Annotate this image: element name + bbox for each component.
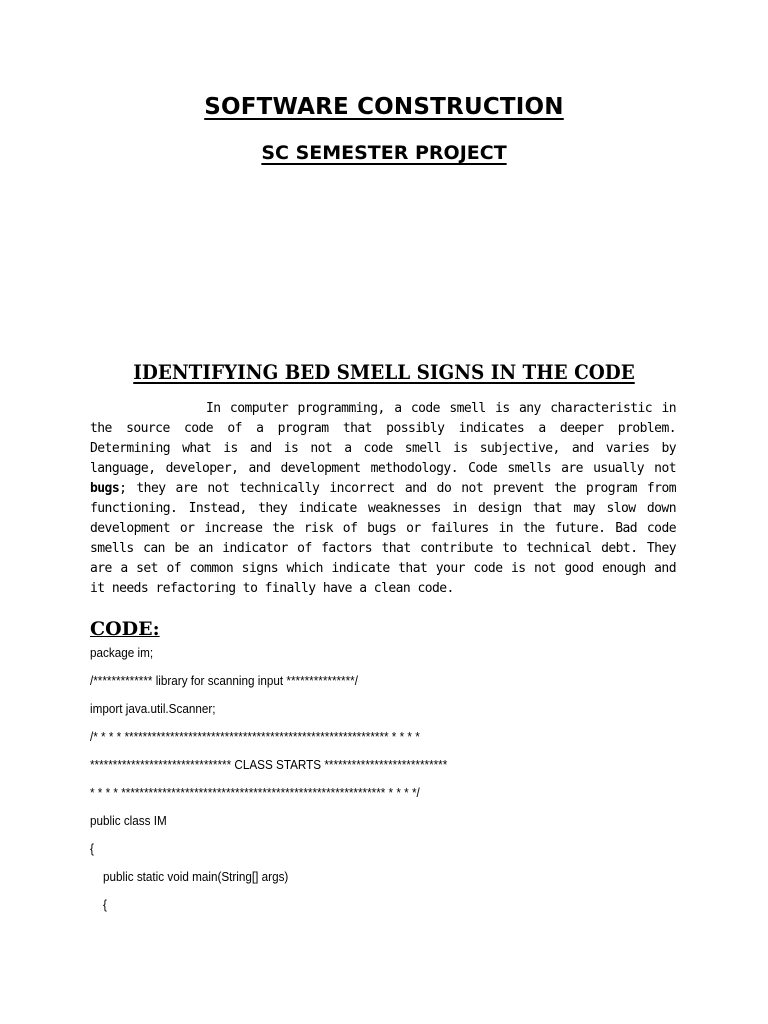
document-title: SOFTWARE CONSTRUCTION: [204, 94, 564, 120]
code-line: {: [90, 897, 107, 912]
code-line: public static void main(String[] args): [90, 869, 289, 884]
intro-paragraph: [90, 399, 676, 599]
code-line: package im;: [90, 645, 154, 660]
code-line: * * * * ********************************************************** * * * */: [90, 785, 420, 800]
document-subtitle: SC SEMESTER PROJECT: [261, 142, 507, 164]
section-heading: IDENTIFYING BED SMELL SIGNS IN THE CODE: [133, 360, 635, 384]
code-line: /************* library for scanning input ***************/: [90, 673, 358, 688]
intro-text-end: ; they are not technically incorrect and do not prevent the program from functioning. Instead, they indicate weaknesses in design that may slow down development or increase the risk of bugs or failures in the future. Bad code smells can be an indicator of factors that contribute to technical debt. They are a set of common signs which indicate that your code is not good enough and it needs refactoring to finally have a clean code.: [90, 481, 676, 596]
code-heading: CODE:: [90, 618, 160, 640]
code-line: import java.util.Scanner;: [90, 701, 216, 716]
code-line: {: [90, 841, 94, 856]
intro-bold-term: bugs: [90, 481, 120, 496]
intro-text-start: In computer programming, a code smell is any characteristic in the source code of a program that possibly indicates a deeper problem. Determining what is and is not a code smell is subjective, and varies by language, developer, and development methodology. Code smells are usually not: [90, 401, 676, 476]
code-line: public class IM: [90, 813, 167, 828]
code-listing: [90, 644, 730, 924]
code-line: ******************************* CLASS STARTS ***************************: [90, 757, 448, 772]
code-line: /* * * * ********************************************************** * * * *: [90, 729, 420, 744]
